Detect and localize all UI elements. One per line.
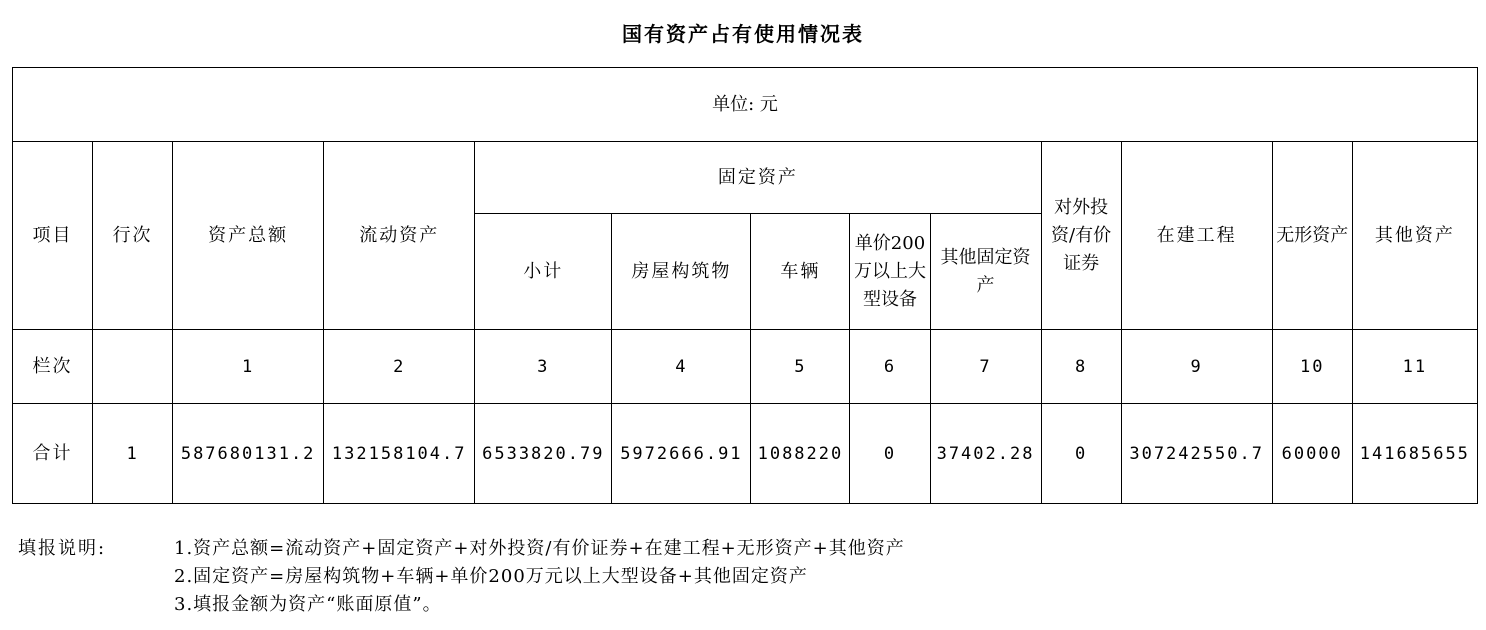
column-number: 5 (751, 330, 850, 404)
header-intangible: 无形资产 (1272, 142, 1352, 330)
header-construction: 在建工程 (1121, 142, 1272, 330)
total-value: 6533820.79 (475, 404, 612, 504)
header-fixed-assets: 固定资产 (475, 142, 1041, 214)
total-value: 141685655 (1352, 404, 1477, 504)
header-current-assets: 流动资产 (324, 142, 475, 330)
header-other-fixed: 其他固定资产 (930, 214, 1041, 330)
notes-lines (174, 535, 905, 619)
total-value: 307242550.7 (1121, 404, 1272, 504)
report-title: 国有资产占有使用情况表 (622, 22, 864, 46)
total-value: 132158104.7 (324, 404, 475, 504)
column-number: 10 (1272, 330, 1352, 404)
total-value: 587680131.2 (173, 404, 324, 504)
total-row (13, 404, 1478, 504)
header-large-equipment: 单价200万以上大型设备 (850, 214, 930, 330)
total-value: 5972666.91 (612, 404, 751, 504)
column-number: 8 (1041, 330, 1121, 404)
column-row-label: 栏次 (13, 330, 93, 404)
total-row-label: 合计 (13, 404, 93, 504)
header-total-assets: 资产总额 (173, 142, 324, 330)
header-subtotal: 小计 (475, 214, 612, 330)
total-row-no: 1 (93, 404, 173, 504)
column-number: 2 (324, 330, 475, 404)
note-line: 3.填报金额为资产“账面原值”。 (174, 594, 442, 615)
column-number: 11 (1352, 330, 1477, 404)
column-number: 1 (173, 330, 324, 404)
column-row-empty (93, 330, 173, 404)
unit-cell: 单位: 元 (13, 68, 1478, 142)
header-row-1 (13, 142, 1478, 214)
total-value: 60000 (1272, 404, 1352, 504)
unit-row (13, 68, 1478, 142)
total-value: 0 (1041, 404, 1121, 504)
column-number: 4 (612, 330, 751, 404)
column-number: 7 (930, 330, 1041, 404)
column-number: 3 (475, 330, 612, 404)
total-value: 1088220 (751, 404, 850, 504)
total-value: 0 (850, 404, 930, 504)
header-item: 项目 (13, 142, 93, 330)
note-line: 1.资产总额=流动资产+固定资产+对外投资/有价证券+在建工程+无形资产+其他资产 (174, 538, 905, 559)
header-other-assets: 其他资产 (1352, 142, 1477, 330)
header-buildings: 房屋构筑物 (612, 214, 751, 330)
header-row-no: 行次 (93, 142, 173, 330)
header-investments: 对外投资/有价证券 (1041, 142, 1121, 330)
header-vehicles: 车辆 (751, 214, 850, 330)
notes-label: 填报说明: (18, 538, 107, 559)
note-line: 2.固定资产=房屋构筑物+车辆+单价200万元以上大型设备+其他固定资产 (174, 566, 808, 587)
column-number: 9 (1121, 330, 1272, 404)
column-number: 6 (850, 330, 930, 404)
total-value: 37402.28 (930, 404, 1041, 504)
column-number-row (13, 330, 1478, 404)
asset-table (12, 67, 1478, 504)
